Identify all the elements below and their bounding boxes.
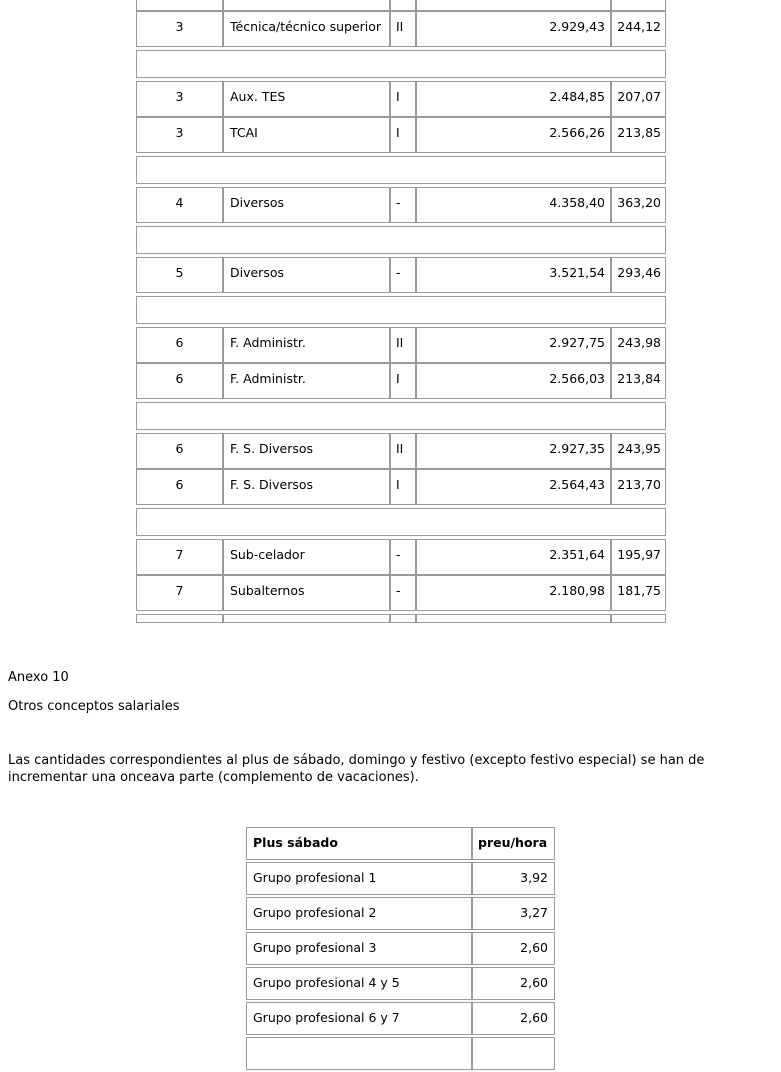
table-cell: I <box>390 117 416 153</box>
table-cell: 7 <box>136 575 223 611</box>
table-header-row <box>246 827 555 860</box>
table-cell: 2.927,75 <box>416 327 611 363</box>
table-cell: 3 <box>136 11 223 47</box>
table-row <box>136 363 666 399</box>
table-cell: Sub-celador <box>223 539 390 575</box>
table-cell: F. Administr. <box>223 363 390 399</box>
table-cell: 244,12 <box>611 11 666 47</box>
intro-paragraph <box>8 753 704 786</box>
table-cell: 2.929,43 <box>416 11 611 47</box>
table-cell <box>136 0 223 11</box>
table-cell: - <box>390 575 416 611</box>
table-cell: 2.564,43 <box>416 469 611 505</box>
table-cell: II <box>390 11 416 47</box>
table-cell: 3,27 <box>472 897 555 930</box>
table-row <box>136 433 666 469</box>
table-cell: Grupo profesional 6 y 7 <box>246 1002 472 1035</box>
table-row <box>136 575 666 611</box>
table-cell: 213,84 <box>611 363 666 399</box>
table-cell: Aux. TES <box>223 81 390 117</box>
table-cell <box>136 614 223 623</box>
table-row <box>246 967 555 1000</box>
table-cell: Diversos <box>223 187 390 223</box>
table-cell <box>416 0 611 11</box>
table-cell: F. S. Diversos <box>223 433 390 469</box>
table-cell: 3 <box>136 81 223 117</box>
table-cell: II <box>390 433 416 469</box>
table-cell: Grupo profesional 2 <box>246 897 472 930</box>
table-row <box>246 862 555 895</box>
table-cell: 4 <box>136 187 223 223</box>
table-cell: 213,85 <box>611 117 666 153</box>
spacer-row <box>136 296 666 324</box>
table-row <box>136 539 666 575</box>
table-row <box>246 1002 555 1035</box>
row-group <box>136 614 666 623</box>
row-group <box>136 433 666 505</box>
table-cell: 4.358,40 <box>416 187 611 223</box>
table-cell: 181,75 <box>611 575 666 611</box>
table-cell: I <box>390 363 416 399</box>
table-row <box>246 932 555 965</box>
table-cell: 2.351,64 <box>416 539 611 575</box>
table-cell: 2.180,98 <box>416 575 611 611</box>
salary-table <box>136 0 666 626</box>
row-group <box>136 0 666 47</box>
table-cell: Técnica/técnico superior <box>223 11 390 47</box>
table-cell: 2,60 <box>472 1002 555 1035</box>
table-row <box>136 257 666 293</box>
table-cell <box>223 614 390 623</box>
table-cell: I <box>390 469 416 505</box>
table-cell: 213,70 <box>611 469 666 505</box>
table-cell: 6 <box>136 363 223 399</box>
table-cell: 243,95 <box>611 433 666 469</box>
table-cell: Plus sábado <box>246 827 472 860</box>
table-row <box>136 469 666 505</box>
paragraph-line: Las cantidades correspondientes al plus de sábado, domingo y festivo (excepto festivo especial) se han de <box>8 753 705 768</box>
table-cell: II <box>390 327 416 363</box>
table-cell: Grupo profesional 3 <box>246 932 472 965</box>
table-row <box>246 897 555 930</box>
table-cell <box>246 1037 472 1070</box>
paragraph-line: incrementar una onceava parte (complemento de vacaciones). <box>8 769 419 785</box>
table-cell: 7 <box>136 539 223 575</box>
section-subtitle: Otros conceptos salariales <box>8 699 180 714</box>
table-row <box>136 614 666 623</box>
table-row <box>136 327 666 363</box>
table-cell: 207,07 <box>611 81 666 117</box>
table-row <box>136 187 666 223</box>
row-group <box>136 257 666 293</box>
spacer-row <box>136 508 666 536</box>
row-group <box>136 539 666 611</box>
table-cell: 2.566,26 <box>416 117 611 153</box>
table-cell: F. S. Diversos <box>223 469 390 505</box>
table-cell: 6 <box>136 469 223 505</box>
table-cell <box>611 614 666 623</box>
spacer-row <box>136 156 666 184</box>
table-cell <box>223 0 390 11</box>
spacer-row <box>136 50 666 78</box>
table-cell: 2.484,85 <box>416 81 611 117</box>
table-cell: Grupo profesional 1 <box>246 862 472 895</box>
plus-table <box>246 827 555 1072</box>
table-cell: 6 <box>136 433 223 469</box>
table-row <box>246 1037 555 1070</box>
table-cell <box>390 0 416 11</box>
row-group <box>136 187 666 223</box>
table-row <box>136 0 666 11</box>
table-cell: 243,98 <box>611 327 666 363</box>
table-cell: 3.521,54 <box>416 257 611 293</box>
table-row <box>136 81 666 117</box>
table-row <box>136 117 666 153</box>
table-cell: I <box>390 81 416 117</box>
table-cell: 6 <box>136 327 223 363</box>
table-cell <box>611 0 666 11</box>
table-cell: F. Administr. <box>223 327 390 363</box>
spacer-row <box>136 226 666 254</box>
table-cell: 3,92 <box>472 862 555 895</box>
anexo-heading: Anexo 10 <box>8 670 69 685</box>
table-cell: preu/hora <box>472 827 555 860</box>
table-cell: Diversos <box>223 257 390 293</box>
table-row <box>136 11 666 47</box>
row-group <box>136 81 666 153</box>
spacer-row <box>136 402 666 430</box>
table-cell <box>416 614 611 623</box>
table-cell: 363,20 <box>611 187 666 223</box>
table-cell <box>390 614 416 623</box>
table-cell: 293,46 <box>611 257 666 293</box>
table-cell: 2.927,35 <box>416 433 611 469</box>
table-cell: - <box>390 539 416 575</box>
table-cell: TCAI <box>223 117 390 153</box>
table-cell: 2,60 <box>472 932 555 965</box>
table-cell: 195,97 <box>611 539 666 575</box>
table-cell: 5 <box>136 257 223 293</box>
table-cell: Grupo profesional 4 y 5 <box>246 967 472 1000</box>
table-cell: - <box>390 257 416 293</box>
table-cell: - <box>390 187 416 223</box>
row-group <box>136 327 666 399</box>
table-cell <box>472 1037 555 1070</box>
table-cell: 2,60 <box>472 967 555 1000</box>
table-cell: Subalternos <box>223 575 390 611</box>
table-cell: 2.566,03 <box>416 363 611 399</box>
table-cell: 3 <box>136 117 223 153</box>
